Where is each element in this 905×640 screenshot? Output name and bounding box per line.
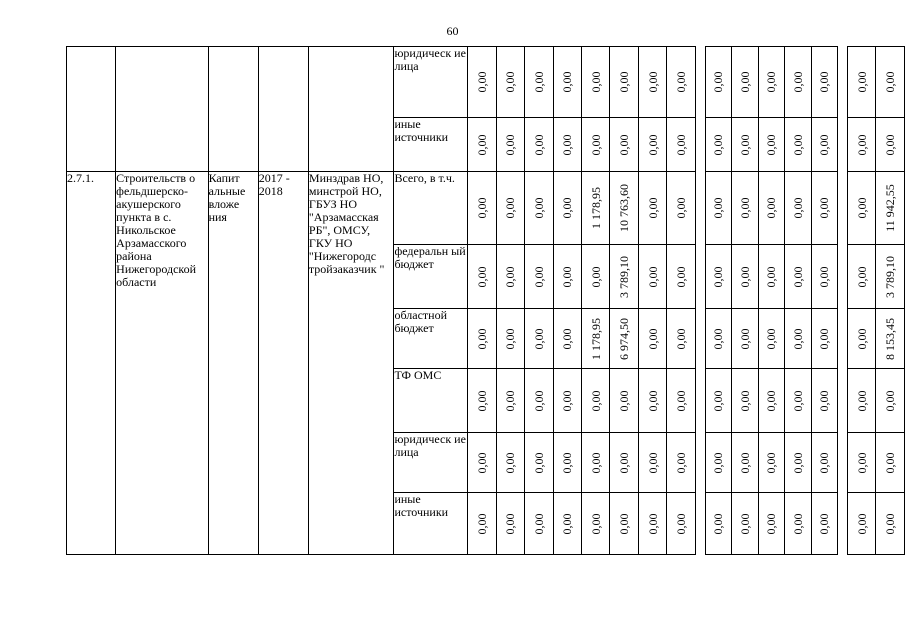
value-cell bbox=[638, 309, 666, 369]
value-cell bbox=[732, 172, 759, 245]
value-text: 0,00 bbox=[674, 513, 689, 534]
value-text: 0,00 bbox=[737, 328, 752, 349]
value-text: 0,00 bbox=[617, 452, 632, 473]
value-cell bbox=[785, 118, 812, 172]
value-text: 0,00 bbox=[737, 134, 752, 155]
value-cell bbox=[553, 47, 581, 118]
value-cell bbox=[496, 172, 524, 245]
value-cell bbox=[876, 433, 905, 493]
value-cell bbox=[610, 493, 638, 555]
value-cell bbox=[496, 493, 524, 555]
empty-cell bbox=[208, 47, 258, 172]
source-label-text: областной бюджет bbox=[394, 308, 447, 335]
table-row bbox=[67, 47, 905, 118]
value-cell bbox=[758, 47, 785, 118]
value-text: 11 942,55 bbox=[883, 184, 898, 232]
value-cell bbox=[785, 245, 812, 309]
value-text: 0,00 bbox=[711, 197, 726, 219]
value-text: 0,00 bbox=[674, 452, 689, 473]
value-text: 0,00 bbox=[617, 513, 632, 534]
value-text: 0,00 bbox=[503, 266, 518, 287]
value-cell bbox=[638, 433, 666, 493]
column-gap bbox=[838, 245, 848, 309]
value-cell bbox=[468, 493, 496, 555]
value-text: 0,00 bbox=[817, 71, 832, 93]
value-cell bbox=[732, 493, 759, 555]
column-gap bbox=[838, 118, 848, 172]
value-text: 0,00 bbox=[645, 452, 660, 473]
column-gap bbox=[838, 309, 848, 369]
value-text: 0,00 bbox=[854, 197, 869, 219]
value-cell bbox=[525, 433, 553, 493]
value-text: 0,00 bbox=[711, 266, 726, 287]
value-text: 0,00 bbox=[817, 266, 832, 287]
value-cell bbox=[811, 433, 838, 493]
column-gap bbox=[695, 172, 705, 245]
value-text: 0,00 bbox=[737, 197, 752, 219]
value-text: 0,00 bbox=[531, 328, 546, 349]
value-text: 0,00 bbox=[817, 134, 832, 155]
value-text: 0,00 bbox=[711, 71, 726, 93]
source-label-text: юридическ ие лица bbox=[394, 432, 466, 459]
value-text: 0,00 bbox=[474, 266, 489, 287]
value-cell bbox=[468, 118, 496, 172]
value-text: 0,00 bbox=[531, 390, 546, 411]
value-cell bbox=[610, 118, 638, 172]
source-label-text: федеральн ый бюджет bbox=[394, 244, 466, 271]
source-label bbox=[394, 369, 468, 433]
value-cell bbox=[811, 47, 838, 118]
value-text: 0,00 bbox=[560, 197, 575, 219]
column-gap bbox=[695, 309, 705, 369]
value-text: 0,00 bbox=[474, 328, 489, 349]
value-text: 0,00 bbox=[790, 197, 805, 219]
value-cell bbox=[525, 245, 553, 309]
value-cell bbox=[553, 369, 581, 433]
value-cell bbox=[468, 245, 496, 309]
value-cell bbox=[667, 433, 695, 493]
value-cell bbox=[496, 47, 524, 118]
value-cell bbox=[758, 493, 785, 555]
empty-cell bbox=[116, 47, 208, 172]
column-gap bbox=[695, 369, 705, 433]
value-text: 0,00 bbox=[764, 513, 779, 534]
value-cell bbox=[811, 369, 838, 433]
value-cell bbox=[705, 433, 732, 493]
value-text: 0,00 bbox=[737, 266, 752, 287]
item-name bbox=[116, 172, 208, 555]
value-cell bbox=[638, 245, 666, 309]
value-text: 0,00 bbox=[474, 513, 489, 534]
column-gap bbox=[838, 47, 848, 118]
value-cell bbox=[667, 369, 695, 433]
column-gap bbox=[695, 118, 705, 172]
value-text: 0,00 bbox=[560, 134, 575, 155]
value-cell bbox=[525, 493, 553, 555]
value-text: 0,00 bbox=[883, 513, 898, 534]
value-text: 0,00 bbox=[503, 197, 518, 219]
value-cell bbox=[876, 369, 905, 433]
value-cell bbox=[496, 369, 524, 433]
value-cell bbox=[638, 172, 666, 245]
column-gap bbox=[695, 493, 705, 555]
value-text: 0,00 bbox=[617, 134, 632, 155]
value-cell bbox=[581, 433, 609, 493]
value-text: 0,00 bbox=[588, 390, 603, 411]
value-text: 0,00 bbox=[474, 71, 489, 93]
value-text: 0,00 bbox=[674, 328, 689, 349]
value-text: 0,00 bbox=[854, 513, 869, 534]
value-text: 0,00 bbox=[817, 390, 832, 411]
value-text: 0,00 bbox=[737, 452, 752, 473]
value-cell bbox=[847, 493, 875, 555]
value-cell bbox=[525, 47, 553, 118]
value-cell bbox=[496, 118, 524, 172]
value-text: 0,00 bbox=[531, 452, 546, 473]
value-cell bbox=[758, 118, 785, 172]
source-label bbox=[394, 433, 468, 493]
value-text: 0,00 bbox=[790, 513, 805, 534]
value-cell bbox=[525, 172, 553, 245]
value-text: 0,00 bbox=[854, 266, 869, 287]
value-text: 0,00 bbox=[503, 452, 518, 473]
value-cell bbox=[468, 369, 496, 433]
value-text: 0,00 bbox=[531, 266, 546, 287]
value-cell bbox=[667, 493, 695, 555]
item-number-text: 2.7.1. bbox=[67, 171, 94, 185]
value-text: 0,00 bbox=[560, 390, 575, 411]
empty-cell bbox=[67, 47, 116, 172]
value-cell bbox=[811, 493, 838, 555]
item-type-text: Капит альные вложе ния bbox=[208, 171, 246, 224]
value-cell bbox=[811, 172, 838, 245]
source-label-text: иные источники bbox=[394, 117, 449, 144]
value-text: 0,00 bbox=[711, 452, 726, 473]
value-cell bbox=[811, 309, 838, 369]
empty-cell bbox=[308, 47, 394, 172]
value-text: 0,00 bbox=[711, 390, 726, 411]
item-period bbox=[258, 172, 308, 555]
value-cell bbox=[876, 493, 905, 555]
value-cell bbox=[553, 309, 581, 369]
value-cell bbox=[876, 309, 905, 369]
value-cell bbox=[876, 172, 905, 245]
value-text: 0,00 bbox=[474, 197, 489, 219]
value-cell bbox=[667, 118, 695, 172]
value-cell bbox=[732, 47, 759, 118]
budget-table bbox=[66, 46, 905, 555]
value-cell bbox=[468, 47, 496, 118]
value-text: 3 789,10 bbox=[883, 255, 898, 298]
value-text: 0,00 bbox=[711, 328, 726, 349]
value-text: 0,00 bbox=[645, 71, 660, 93]
value-cell bbox=[732, 118, 759, 172]
value-text: 0,00 bbox=[560, 513, 575, 534]
value-cell bbox=[667, 172, 695, 245]
value-cell bbox=[847, 369, 875, 433]
page-number: 60 bbox=[446, 24, 459, 38]
value-cell bbox=[785, 47, 812, 118]
value-text: 0,00 bbox=[588, 266, 603, 287]
value-text: 0,00 bbox=[617, 390, 632, 411]
value-cell bbox=[638, 47, 666, 118]
value-cell bbox=[876, 47, 905, 118]
value-text: 0,00 bbox=[883, 390, 898, 411]
item-executor-text: Минздрав НО, минстрой НО, ГБУЗ НО "Арзамасская РБ", ОМСУ, ГКУ НО "Нижегородс тройзаказчик " bbox=[308, 171, 385, 276]
value-text: 0,00 bbox=[588, 134, 603, 155]
value-text: 0,00 bbox=[790, 452, 805, 473]
value-cell bbox=[705, 369, 732, 433]
value-text: 0,00 bbox=[560, 266, 575, 287]
value-text: 0,00 bbox=[531, 513, 546, 534]
value-cell bbox=[705, 118, 732, 172]
value-cell bbox=[638, 493, 666, 555]
value-text: 0,00 bbox=[674, 197, 689, 219]
value-cell bbox=[758, 309, 785, 369]
value-text: 0,00 bbox=[531, 134, 546, 155]
value-text: 0,00 bbox=[737, 390, 752, 411]
column-gap bbox=[838, 433, 848, 493]
value-text: 0,00 bbox=[674, 390, 689, 411]
value-cell bbox=[496, 245, 524, 309]
source-label-text: Всего, в т.ч. bbox=[394, 171, 455, 185]
value-text: 0,00 bbox=[617, 71, 632, 93]
value-text: 0,00 bbox=[883, 452, 898, 473]
value-text: 0,00 bbox=[674, 266, 689, 287]
value-cell bbox=[667, 47, 695, 118]
value-cell bbox=[610, 47, 638, 118]
value-cell bbox=[525, 118, 553, 172]
value-text: 0,00 bbox=[645, 134, 660, 155]
value-text: 0,00 bbox=[588, 452, 603, 473]
value-cell bbox=[705, 493, 732, 555]
value-text: 0,00 bbox=[764, 197, 779, 219]
value-text: 0,00 bbox=[531, 71, 546, 93]
value-cell bbox=[553, 245, 581, 309]
value-text: 8 153,45 bbox=[883, 317, 898, 360]
value-cell bbox=[581, 47, 609, 118]
value-cell bbox=[732, 433, 759, 493]
value-cell bbox=[732, 369, 759, 433]
value-text: 0,00 bbox=[474, 452, 489, 473]
source-label bbox=[394, 309, 468, 369]
value-cell bbox=[705, 309, 732, 369]
value-text: 0,00 bbox=[854, 134, 869, 155]
value-text: 0,00 bbox=[474, 134, 489, 155]
value-text: 0,00 bbox=[560, 71, 575, 93]
value-cell bbox=[610, 172, 638, 245]
value-text: 0,00 bbox=[817, 197, 832, 219]
value-cell bbox=[667, 245, 695, 309]
value-text: 0,00 bbox=[817, 328, 832, 349]
value-cell bbox=[553, 493, 581, 555]
column-gap bbox=[695, 433, 705, 493]
value-cell bbox=[847, 172, 875, 245]
value-cell bbox=[705, 47, 732, 118]
column-gap bbox=[695, 245, 705, 309]
value-text: 0,00 bbox=[790, 266, 805, 287]
value-cell bbox=[553, 433, 581, 493]
column-gap bbox=[838, 172, 848, 245]
value-text: 0,00 bbox=[790, 390, 805, 411]
value-text: 0,00 bbox=[883, 134, 898, 155]
value-text: 0,00 bbox=[764, 328, 779, 349]
column-gap bbox=[695, 47, 705, 118]
value-text: 3 789,10 bbox=[617, 255, 632, 298]
source-label bbox=[394, 493, 468, 555]
value-text: 0,00 bbox=[790, 134, 805, 155]
value-cell bbox=[811, 245, 838, 309]
value-text: 0,00 bbox=[817, 452, 832, 473]
value-text: 0,00 bbox=[560, 328, 575, 349]
value-text: 0,00 bbox=[764, 390, 779, 411]
source-label bbox=[394, 118, 468, 172]
value-cell bbox=[847, 433, 875, 493]
value-text: 0,00 bbox=[474, 390, 489, 411]
value-text: 0,00 bbox=[531, 197, 546, 219]
value-text: 0,00 bbox=[645, 266, 660, 287]
value-cell bbox=[847, 309, 875, 369]
value-cell bbox=[758, 433, 785, 493]
value-cell bbox=[610, 309, 638, 369]
value-cell bbox=[468, 172, 496, 245]
value-cell bbox=[468, 433, 496, 493]
value-cell bbox=[553, 118, 581, 172]
source-label-text: ТФ ОМС bbox=[394, 368, 442, 382]
item-executor bbox=[308, 172, 394, 555]
value-text: 0,00 bbox=[503, 390, 518, 411]
value-cell bbox=[638, 369, 666, 433]
item-period-text: 2017 - 2018 bbox=[258, 171, 290, 198]
value-cell bbox=[811, 118, 838, 172]
source-label bbox=[394, 47, 468, 118]
value-text: 0,00 bbox=[711, 134, 726, 155]
value-text: 0,00 bbox=[645, 328, 660, 349]
value-text: 0,00 bbox=[737, 71, 752, 93]
value-cell bbox=[525, 369, 553, 433]
value-cell bbox=[610, 433, 638, 493]
value-text: 0,00 bbox=[854, 390, 869, 411]
value-text: 0,00 bbox=[764, 71, 779, 93]
value-text: 0,00 bbox=[790, 328, 805, 349]
source-label-text: иные источники bbox=[394, 492, 449, 519]
value-cell bbox=[732, 245, 759, 309]
value-text: 0,00 bbox=[674, 71, 689, 93]
value-text: 0,00 bbox=[737, 513, 752, 534]
value-text: 0,00 bbox=[674, 134, 689, 155]
source-label-text: юридическ ие лица bbox=[394, 46, 466, 73]
value-cell bbox=[667, 309, 695, 369]
source-label bbox=[394, 245, 468, 309]
value-cell bbox=[876, 245, 905, 309]
value-text: 0,00 bbox=[645, 197, 660, 219]
value-text: 10 763,60 bbox=[617, 184, 632, 232]
value-cell bbox=[785, 369, 812, 433]
value-cell bbox=[785, 172, 812, 245]
value-text: 0,00 bbox=[560, 452, 575, 473]
value-cell bbox=[581, 118, 609, 172]
value-cell bbox=[581, 369, 609, 433]
value-cell bbox=[638, 118, 666, 172]
value-text: 0,00 bbox=[503, 71, 518, 93]
value-cell bbox=[876, 118, 905, 172]
value-text: 0,00 bbox=[503, 328, 518, 349]
value-cell bbox=[581, 309, 609, 369]
value-cell bbox=[847, 47, 875, 118]
value-text: 0,00 bbox=[854, 452, 869, 473]
value-cell bbox=[732, 309, 759, 369]
value-text: 0,00 bbox=[503, 513, 518, 534]
value-cell bbox=[785, 433, 812, 493]
value-text: 0,00 bbox=[854, 71, 869, 93]
item-type bbox=[208, 172, 258, 555]
value-cell bbox=[496, 433, 524, 493]
value-cell bbox=[468, 309, 496, 369]
value-text: 0,00 bbox=[645, 390, 660, 411]
value-text: 6 974,50 bbox=[617, 317, 632, 360]
value-text: 0,00 bbox=[764, 452, 779, 473]
value-text: 0,00 bbox=[790, 71, 805, 93]
empty-cell bbox=[258, 47, 308, 172]
value-text: 0,00 bbox=[764, 134, 779, 155]
value-text: 0,00 bbox=[764, 266, 779, 287]
value-text: 0,00 bbox=[645, 513, 660, 534]
value-cell bbox=[705, 172, 732, 245]
value-cell bbox=[785, 493, 812, 555]
value-cell bbox=[496, 309, 524, 369]
value-cell bbox=[758, 245, 785, 309]
item-number bbox=[67, 172, 116, 555]
value-text: 0,00 bbox=[817, 513, 832, 534]
column-gap bbox=[838, 493, 848, 555]
value-text: 0,00 bbox=[588, 71, 603, 93]
value-cell bbox=[581, 245, 609, 309]
value-text: 0,00 bbox=[883, 71, 898, 93]
value-cell bbox=[610, 369, 638, 433]
value-cell bbox=[758, 172, 785, 245]
item-name-text: Строительств о фельдшерско-акушерского пункта в с. Никольское Арзамасского района Нижегородской области bbox=[116, 171, 197, 289]
value-cell bbox=[525, 309, 553, 369]
value-text: 0,00 bbox=[588, 513, 603, 534]
value-text: 0,00 bbox=[503, 134, 518, 155]
source-label bbox=[394, 172, 468, 245]
value-cell bbox=[785, 309, 812, 369]
value-cell bbox=[581, 493, 609, 555]
value-cell bbox=[610, 245, 638, 309]
value-text: 1 178,95 bbox=[588, 187, 603, 229]
value-cell bbox=[553, 172, 581, 245]
value-cell bbox=[581, 172, 609, 245]
column-gap bbox=[838, 369, 848, 433]
value-cell bbox=[847, 118, 875, 172]
value-text: 1 178,95 bbox=[588, 317, 603, 360]
value-text: 0,00 bbox=[854, 328, 869, 349]
value-cell bbox=[705, 245, 732, 309]
table-row bbox=[67, 172, 905, 245]
value-cell bbox=[847, 245, 875, 309]
value-cell bbox=[758, 369, 785, 433]
value-text: 0,00 bbox=[711, 513, 726, 534]
